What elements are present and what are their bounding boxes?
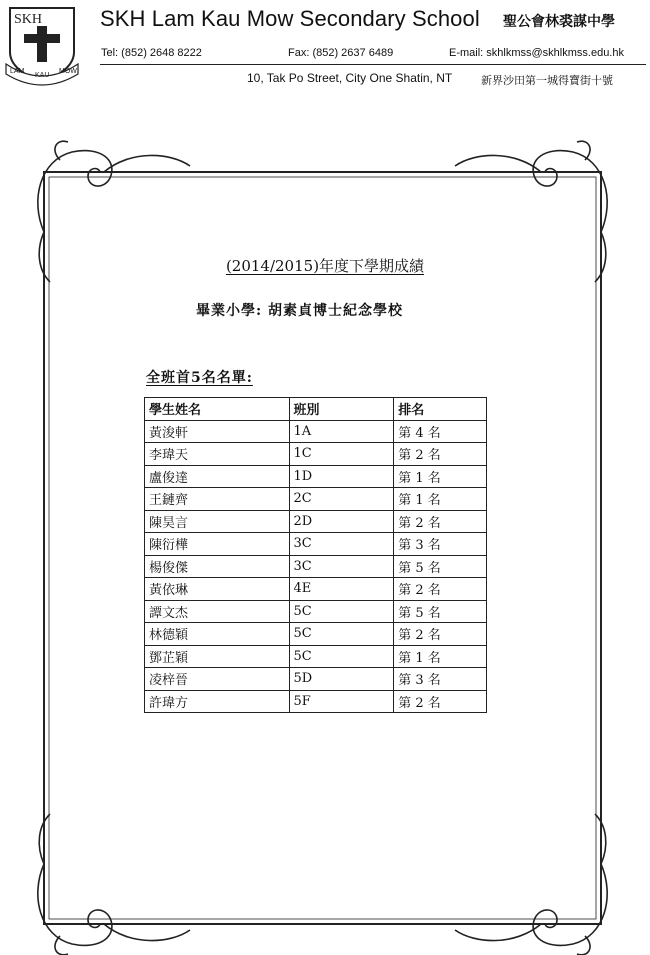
class-cell: 2D xyxy=(289,510,394,533)
corner-flourish-bottom-left xyxy=(38,814,190,955)
top-students-table xyxy=(144,397,487,713)
address-zh: 新界沙田第一城得寶街十號 xyxy=(481,74,613,87)
address-en: 10, Tak Po Street, City One Shatin, NT xyxy=(247,71,453,85)
rank-cell: 第 2 名 xyxy=(394,443,487,466)
rank-cell: 第 1 名 xyxy=(394,488,487,511)
document-title xyxy=(0,255,650,276)
table-row xyxy=(145,690,487,713)
table-row xyxy=(145,420,487,443)
column-header-class: 班別 xyxy=(289,398,394,421)
table-header-row xyxy=(145,398,487,421)
table-row xyxy=(145,668,487,691)
student-name-cell: 盧俊達 xyxy=(145,465,290,488)
rank-cell: 第 2 名 xyxy=(394,510,487,533)
crest-banner-3: MOW xyxy=(59,68,77,75)
student-name-cell: 楊俊傑 xyxy=(145,555,290,578)
rank-cell: 第 5 名 xyxy=(394,600,487,623)
student-name-cell: 王鏈齊 xyxy=(145,488,290,511)
class-cell: 5F xyxy=(289,690,394,713)
table-row xyxy=(145,465,487,488)
school-name-zh: 聖公會林裘謀中學 xyxy=(503,14,615,30)
column-header-rank: 排名 xyxy=(394,398,487,421)
crest-banner-1: LAM xyxy=(10,68,25,75)
class-cell: 1A xyxy=(289,420,394,443)
student-name-cell: 林德穎 xyxy=(145,623,290,646)
class-cell: 3C xyxy=(289,555,394,578)
rank-cell: 第 3 名 xyxy=(394,668,487,691)
crest-banner-2: KAU xyxy=(35,72,50,79)
table-row xyxy=(145,578,487,601)
corner-flourish-bottom-right xyxy=(455,814,607,955)
crest-letters: SKH xyxy=(14,12,43,27)
student-name-cell: 陳衍樺 xyxy=(145,533,290,556)
table-row xyxy=(145,488,487,511)
email[interactable]: E-mail: skhlkmss@skhlkmss.edu.hk xyxy=(449,47,624,59)
school-name-en: SKH Lam Kau Mow Secondary School xyxy=(100,6,480,31)
student-name-cell: 譚文杰 xyxy=(145,600,290,623)
class-cell: 5C xyxy=(289,645,394,668)
fax: Fax: (852) 2637 6489 xyxy=(288,47,394,59)
class-cell: 2C xyxy=(289,488,394,511)
student-name-cell: 許瑋方 xyxy=(145,690,290,713)
table-row xyxy=(145,510,487,533)
student-name-cell: 黃依琳 xyxy=(145,578,290,601)
table-row xyxy=(145,555,487,578)
rank-cell: 第 2 名 xyxy=(394,623,487,646)
column-header-name: 學生姓名 xyxy=(145,398,290,421)
student-name-cell: 黃浚軒 xyxy=(145,420,290,443)
class-cell: 4E xyxy=(289,578,394,601)
rank-cell: 第 1 名 xyxy=(394,645,487,668)
class-cell: 1C xyxy=(289,443,394,466)
student-name-cell: 凌梓晉 xyxy=(145,668,290,691)
table-row xyxy=(145,443,487,466)
primary-school-line: 畢業小學: 胡素貞博士紀念學校 xyxy=(196,303,404,319)
rank-cell: 第 2 名 xyxy=(394,690,487,713)
class-cell: 3C xyxy=(289,533,394,556)
table-row xyxy=(145,645,487,668)
student-name-cell: 李瑋天 xyxy=(145,443,290,466)
rank-cell: 第 5 名 xyxy=(394,555,487,578)
student-name-cell: 陳昊言 xyxy=(145,510,290,533)
class-cell: 5D xyxy=(289,668,394,691)
top5-list-title: 全班首5名名單: xyxy=(146,370,253,386)
rank-cell: 第 1 名 xyxy=(394,465,487,488)
table-row xyxy=(145,600,487,623)
table-row xyxy=(145,623,487,646)
student-name-cell: 鄧芷穎 xyxy=(145,645,290,668)
class-cell: 1D xyxy=(289,465,394,488)
document-title-text: (2014/2015)年度下學期成績 xyxy=(225,257,425,275)
table-row xyxy=(145,533,487,556)
telephone: Tel: (852) 2648 8222 xyxy=(101,47,202,59)
class-cell: 5C xyxy=(289,600,394,623)
rank-cell: 第 4 名 xyxy=(394,420,487,443)
class-cell: 5C xyxy=(289,623,394,646)
rank-cell: 第 3 名 xyxy=(394,533,487,556)
rank-cell: 第 2 名 xyxy=(394,578,487,601)
